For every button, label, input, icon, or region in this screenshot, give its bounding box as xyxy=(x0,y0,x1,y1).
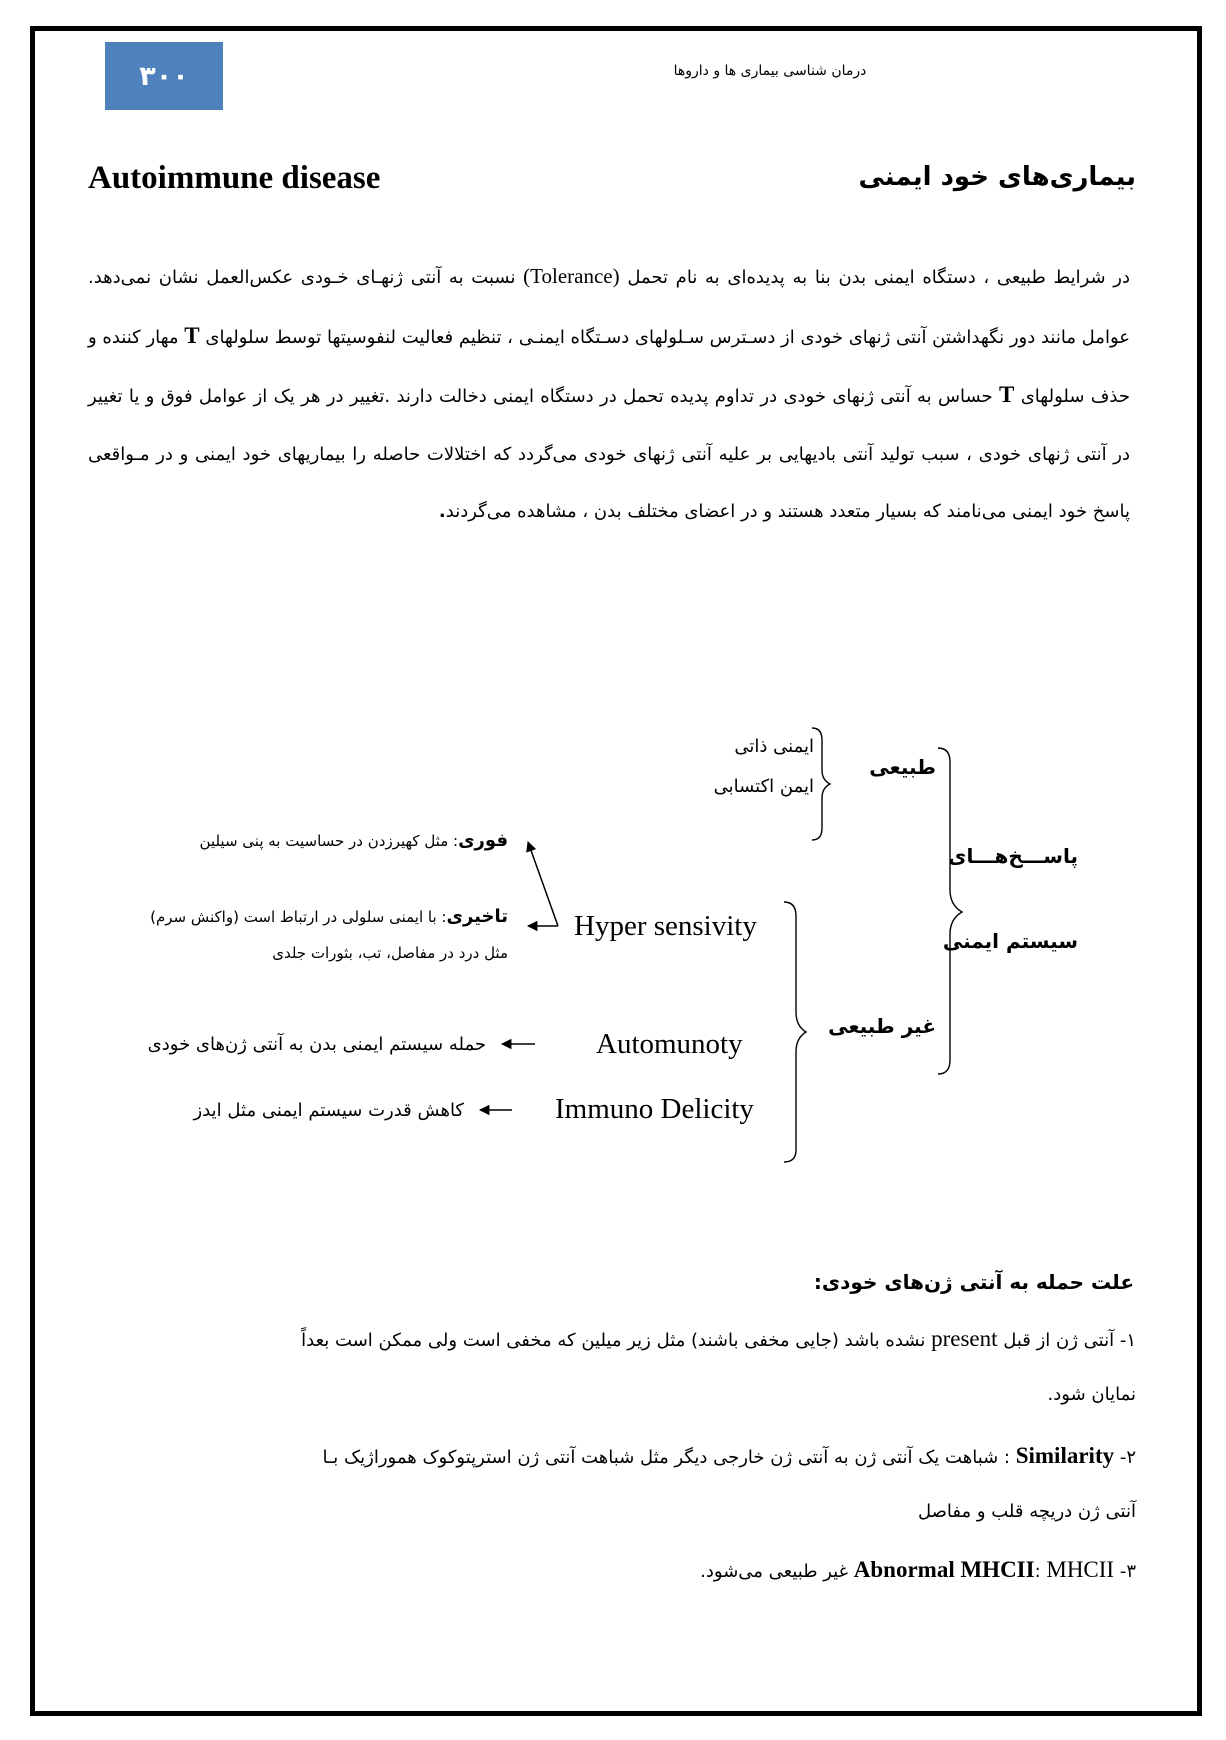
cause-1-present: present xyxy=(931,1326,998,1351)
intro-t-cell-1: T xyxy=(184,322,200,348)
cause-item-2-cont: آنتی ژن دریچه قلب و مفاصل xyxy=(917,1501,1136,1522)
cause-item-1-cont: نمایان شود. xyxy=(1047,1384,1136,1405)
brace-icon xyxy=(938,748,962,1074)
delayed-reaction xyxy=(150,906,508,927)
delayed-reaction-line2: مثل درد در مفاصل، تب، بثورات جلدی xyxy=(272,944,508,962)
cause-2-term: Similarity xyxy=(1015,1443,1115,1468)
cause-3-mhc: MHCII xyxy=(1046,1557,1115,1582)
delayed-text: : با ایمنی سلولی در ارتباط است (واکنش سرم) xyxy=(150,908,447,926)
running-header: درمان شناسی بیماری ها و داروها xyxy=(673,63,867,79)
autoimmunity-label: Automunoty xyxy=(596,1028,743,1060)
delayed-label: تاخیری xyxy=(446,906,508,927)
immediate-reaction xyxy=(200,830,508,851)
causes-heading: علت حمله به آنتی ژن‌های خودی: xyxy=(813,1270,1134,1294)
immunodeficiency-label: Immuno Delicity xyxy=(555,1093,754,1125)
cause-item-2 xyxy=(323,1443,1136,1469)
intro-text-4: حساس به آنتی ژنهای خودی در تداوم پدیده تحمل در دستگاه ایمنی دخالت دارند .تغییر در هر یک از عوامل فوق و یا تغییر در آنتی ژنهای خودی ، سبب تولید آنتی بادیهایی بر علیه آنتی ژنهای خودی می‌گردد که اختلالات حاصله را بیماریهای خود ایمنی و در مـواقعی پاسخ خود ایمنی می‌نامند که بسیار متعدد هستند و در اعضای مختلف بدن ، مشاهده می‌گردند xyxy=(88,386,1130,522)
intro-text-3: مهار کننده و حذف سلولهای xyxy=(88,326,1130,407)
cause-item-3 xyxy=(700,1557,1136,1583)
cause-1-text-a: ۱- آنتی ژن از قبل xyxy=(997,1330,1136,1351)
cause-3-colon: : xyxy=(1034,1561,1047,1582)
acquired-immunity: ایمن اکتسابی xyxy=(713,776,814,797)
cause-2-number: ۲- xyxy=(1114,1447,1136,1468)
left-arrow-icon xyxy=(528,842,558,926)
immunodeficiency-desc: کاهش قدرت سیستم ایمنی مثل ایدز xyxy=(193,1100,464,1121)
natural-response: طبیعی xyxy=(869,755,936,779)
cause-3-term: Abnormal MHCII xyxy=(853,1557,1035,1582)
cause-1-text-b: نشده باشد (جایی مخفی باشند) مثل زیر میلین که مخفی است ولی ممکن است بعداً xyxy=(301,1330,932,1351)
root-label-line2: سیستم ایمنی xyxy=(942,929,1078,953)
innate-immunity: ایمنی ذاتی xyxy=(734,736,814,757)
hypersensitivity-label: Hyper sensivity xyxy=(574,910,757,942)
brace-icon xyxy=(812,728,830,840)
brace-icon xyxy=(784,902,806,1162)
autoimmunity-desc: حمله سیستم ایمنی بدن به آنتی ژن‌های خودی xyxy=(147,1034,486,1055)
intro-tolerance-term: (Tolerance) xyxy=(523,264,620,288)
intro-text-2: نسبت به آنتی ژنهـای خـودی عکس‌العمل نشان نمی‌دهد. عوامل مانند دور نگهداشتن آنتی ژنهای خودی از دسـترس سـلولهای دسـتگاه ایمنـی ، تنظیم فعالیت لنفوسیتها توسط سلولهای xyxy=(88,267,1130,348)
cause-3-text-b: غیر طبیعی می‌شود. xyxy=(700,1561,854,1582)
root-label-line1: پاســـخ‌هـــای xyxy=(948,844,1078,868)
intro-text-1: در شرایط طبیعی ، دستگاه ایمنی بدن بنا به پدیده‌ای به نام تحمل xyxy=(619,267,1131,288)
cause-3-number: ۳- xyxy=(1114,1561,1136,1582)
page-number: ۳۰۰ xyxy=(139,60,189,92)
immediate-label: فوری xyxy=(458,830,508,851)
title-persian: بیماری‌های خود ایمنی xyxy=(858,162,1136,192)
intro-t-cell-2: T xyxy=(999,382,1015,407)
cause-2-text-a: : شباهت یک آنتی ژن به آنتی ژن خارجی دیگر مثل شباهت آنتی ژن استرپتوکوک همورا‌ژیک بـا xyxy=(322,1447,1016,1468)
title-english: Autoimmune disease xyxy=(88,160,381,196)
intro-end: . xyxy=(438,501,446,522)
abnormal-response: غیر طبیعی xyxy=(828,1014,936,1038)
immediate-text: : مثل کهیرزدن در حساسیت به پنی سیلین xyxy=(199,832,459,850)
cause-item-1 xyxy=(301,1326,1136,1352)
